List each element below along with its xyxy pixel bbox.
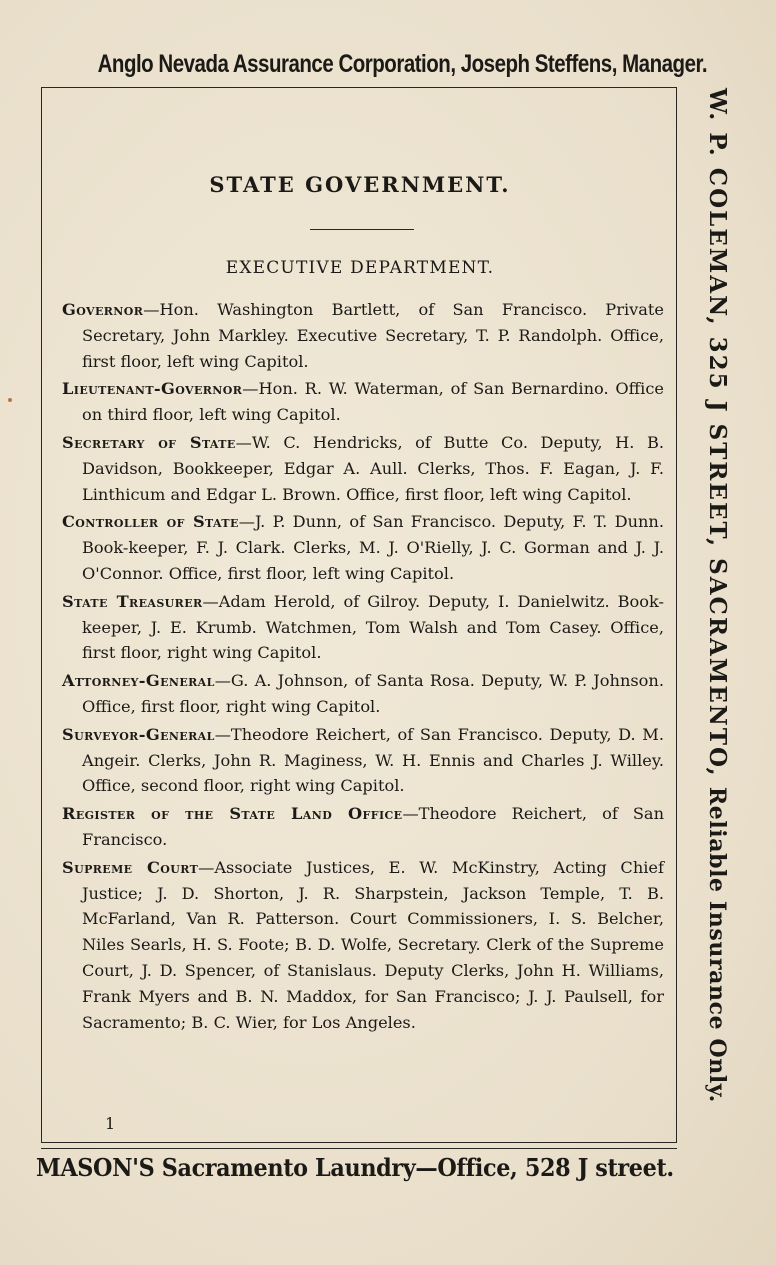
entry-text: —Associate Justices, E. W. McKinstry, Acting Chief Justice; J. D. Shorton, J. R. Sharpstein, Jackson Temple, T. B. McFarland, Van R. Patterson. Court Commissioners, I. S. Belcher, Niles Searls, H. S. Foote; B. D. Wolfe, Secretary. Clerk of the Supreme Court, J. D. Spencer, of Stanislaus. Deputy Clerks, John H. Williams, Frank Myers and B. N. Maddox, for San Francisco; J. J. Paulsell, for Sacramento; B. C. Wier, for Los Angeles. bbox=[82, 857, 664, 1032]
entry-text: —Theodore Reichert, of San Francisco. Deputy, D. M. Angeir. Clerks, John R. Maginess, W. H. Ennis and Charles J. Willey. Office, second floor, right wing Capitol. bbox=[82, 724, 664, 796]
side-ad-tagline: Reliable Insurance Only. bbox=[704, 786, 730, 1103]
side-advertisement bbox=[704, 88, 731, 1148]
entry-text: —G. A. Johnson, of Santa Rosa. Deputy, W. P. Johnson. Office, first floor, right wing Capitol. bbox=[82, 671, 664, 716]
page-number: 1 bbox=[105, 1114, 116, 1133]
entry-heading: Controller of State bbox=[62, 512, 239, 532]
entry-state-treasurer bbox=[62, 589, 664, 666]
entry-heading: Secretary of State bbox=[62, 432, 236, 452]
page-title: STATE GOVERNMENT. bbox=[209, 172, 511, 197]
entry-heading: Register of the State Land Office bbox=[62, 804, 403, 824]
entry-attorney-general bbox=[62, 668, 664, 720]
entry-lieutenant-governor bbox=[62, 376, 664, 428]
entry-text: —J. P. Dunn, of San Francisco. Deputy, F. T. Dunn. Book-keeper, F. J. Clark. Clerks, M. J. O'Rielly, J. C. Gorman and J. J. O'Connor. Office, first floor, left wing Capitol. bbox=[82, 512, 664, 583]
bottom-advertisement: MASON'S Sacramento Laundry—Office, 528 J street. bbox=[36, 1153, 674, 1182]
entry-text: —Hon. R. W. Waterman, of San Bernardino. Office on third floor, left wing Capitol. bbox=[82, 379, 664, 425]
entry-surveyor-general bbox=[62, 722, 664, 799]
entry-heading: Lieutenant-Governor bbox=[62, 379, 243, 399]
entry-text: —Adam Herold, of Gilroy. Deputy, I. Danielwitz. Book-keeper, J. E. Krumb. Watchmen, Tom Walsh and Tom Casey. Office, first floor, right wing Capitol. bbox=[82, 591, 664, 663]
entries-list bbox=[62, 297, 664, 1037]
title-divider bbox=[310, 229, 414, 230]
entry-supreme-court bbox=[62, 855, 664, 1036]
entry-heading: Surveyor-General bbox=[62, 724, 215, 744]
entry-register-land-office bbox=[62, 801, 664, 853]
entry-text: —Hon. Washington Bartlett, of San Francisco. Private Secretary, John Markley. Executive Secretary, T. P. Randolph. Office, first floor, left wing Capitol. bbox=[82, 300, 664, 371]
side-ad-caps: W. P. COLEMAN, 325 J STREET, SACRAMENTO, bbox=[704, 88, 731, 778]
entry-text: —Theodore Reichert, of San Francisco. bbox=[82, 804, 664, 849]
entry-controller-of-state bbox=[62, 509, 664, 586]
entry-text: —W. C. Hendricks, of Butte Co. Deputy, H. B. Davidson, Bookkeeper, Edgar A. Aull. Clerks, Thos. F. Eagan, J. F. Linthicum and Edgar L. Brown. Office, first floor, left wing Capitol. bbox=[82, 432, 664, 504]
entry-heading: Supreme Court bbox=[62, 857, 199, 877]
section-heading: EXECUTIVE DEPARTMENT. bbox=[225, 258, 495, 278]
entry-heading: Attorney-General bbox=[62, 671, 215, 691]
entry-heading: State Treasurer bbox=[62, 591, 203, 611]
entry-heading: Governor bbox=[62, 300, 144, 319]
frame-double-rule bbox=[41, 1148, 677, 1149]
top-advertisement: Anglo Nevada Assurance Corporation, Joseph Steffens, Manager. bbox=[97, 50, 708, 78]
paper-stain bbox=[8, 398, 12, 402]
entry-governor bbox=[62, 297, 664, 374]
entry-secretary-of-state bbox=[62, 430, 664, 507]
